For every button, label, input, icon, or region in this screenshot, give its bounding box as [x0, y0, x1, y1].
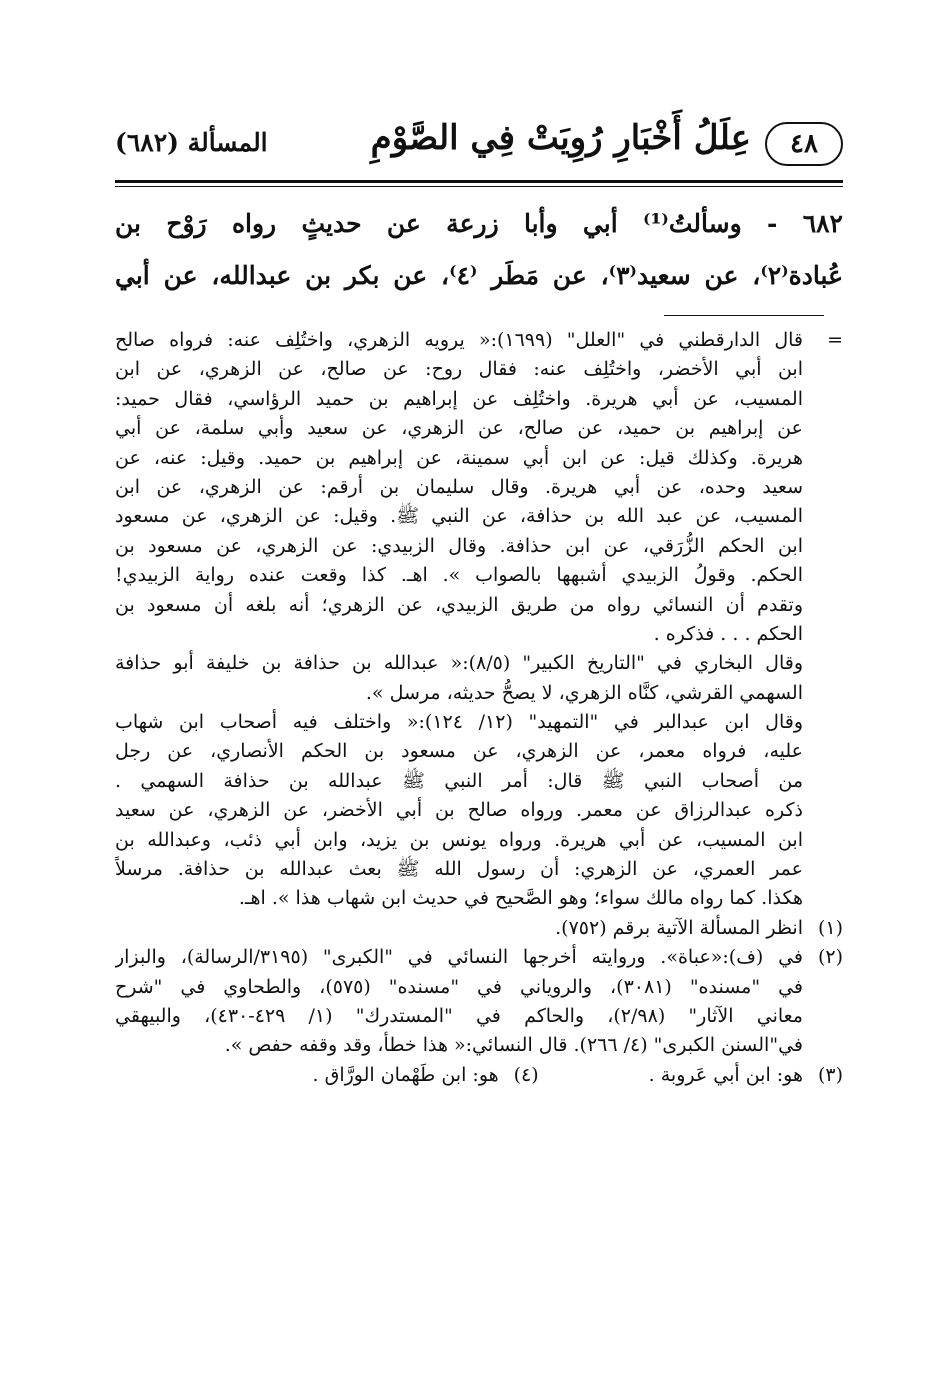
footnote-body: [115, 943, 803, 1061]
note-line: في "مسنده" (٣٠٨١)، والروياني في "مسنده" (٥٧٥)، والطحاوي في "شرح: [115, 975, 803, 998]
note-line: ابن أبي الأخضر، واختُلِف عنه: فقال روح: عن صالح، عن الزهري، عن ابن: [115, 358, 803, 381]
footnote-marker: (٣): [817, 1063, 843, 1086]
note-line: عن إبراهيم بن حميد، عن صالح، عن الزهري، عن سعيد وأبي سلمة، عن أبي: [115, 417, 803, 440]
footnote-body: [115, 914, 803, 943]
note-line: المسيب، عن عبد الله بن حذافة، عن النبي ﷺ. وقيل: عن الزهري، عن مسعود: [115, 505, 803, 528]
footnote-marker: (٤): [513, 1063, 539, 1086]
header-rule-thin: [115, 186, 843, 187]
note-line: وقال ابن عبدالبر في "التمهيد" (١٢/ ١٢٤):« واختلف فيه أصحاب ابن شهاب: [115, 711, 803, 734]
footnotes-section: [115, 326, 843, 1090]
footnotes-3-4: [115, 1061, 843, 1090]
page-header: [115, 118, 843, 180]
note-line: الحكم. وقولُ الزبيدي أشبهها بالصواب ». اهـ. كذا وقعت عنده رواية الزبيدي!: [115, 564, 803, 587]
main-text-line: عُبادة⁽٢⁾، عن سعيد⁽٣⁾، عن مَطَر ⁽٤⁾، عن بكر بن عبدالله، عن أبي: [115, 261, 843, 290]
note-line: عليه، فرواه معمر، عن الزهري، عن مسعود بن الحكم الأنصاري، عن رجل: [115, 740, 803, 763]
note-line: في (ف):«عباة». وروايته أخرجها النسائي في "الكبرى" (٣١٩٥/الرسالة)، والبزار: [115, 946, 803, 969]
note-line: المسيب، عن أبي هريرة. واختُلِف عن إبراهيم بن حميد الرؤاسي، فقال حميد:: [115, 387, 803, 410]
note-line: في"السنن الكبرى" (٤/ ٢٦٦). قال النسائي:« هذا خطأ، وقد وقفه حفص ».: [224, 1034, 803, 1057]
footnote-marker: (١): [817, 916, 843, 939]
continued-note: [115, 326, 843, 914]
footnote-2: [115, 943, 843, 1061]
note-line: هريرة. وكذلك قيل: عن ابن أبي سمينة، عن إبراهيم بن حميد. وقيل: عنه، عن: [115, 446, 803, 469]
issue-label: المسألة (٦٨٢): [115, 128, 268, 157]
continuation-mark: =: [827, 329, 843, 351]
footnote-separator: [664, 315, 824, 316]
book-title: عِلَلُ أَخْبَارِ رُوِيَتْ فِي الصَّوْمِ: [370, 118, 751, 158]
note-line: من أصحاب النبي ﷺ قال: أمر النبي ﷺ عبدالله بن حذافة السهمي .: [115, 769, 803, 792]
note-line: وتقدم أن النسائي رواه من طريق الزبيدي، عن الزهري؛ أنه بلغه أن مسعود بن: [115, 593, 803, 616]
footnote-3: [649, 1061, 843, 1090]
footnote-4: [313, 1061, 539, 1090]
note-line: الحكم . . . فذكره .: [653, 622, 803, 645]
footnote-body: هو: ابن أبي عَروبة .: [648, 1063, 803, 1086]
note-line: ذكره عبدالرزاق عن معمر. ورواه صالح بن أبي الأخضر، عن الزهري، عن سعيد: [115, 799, 803, 822]
note-line: وقال البخاري في "التاريخ الكبير" (٨/٥):« عبدالله بن حذافة بن خليفة أبو حذافة: [115, 652, 803, 675]
note-line: ابن الحكم الزُّرَقي، عن ابن حذافة. وقال الزبيدي: عن الزهري، عن مسعود بن: [115, 534, 803, 557]
main-text-line: ٦٨٢ - وسألتُ⁽¹⁾ أبي وأبا زرعة عن حديثٍ رواه رَوْح بن: [115, 209, 843, 238]
header-rule-thick: [115, 180, 843, 183]
continued-note-body: [115, 326, 843, 914]
footnote-marker: (٢): [817, 946, 843, 969]
note-line: عمر العمري، عن الزهري: أن رسول الله ﷺ بعث عبدالله بن حذافة. مرسلاً: [115, 858, 803, 881]
footnote-body: هو: ابن طَهْمان الورَّاق .: [312, 1063, 499, 1086]
note-line: ابن المسيب، عن أبي هريرة. ورواه يونس بن يزيد، وابن أبي ذئب، وعبدالله بن: [115, 828, 803, 851]
footnote-1: [115, 914, 843, 943]
page-number: ٤٨: [765, 122, 843, 166]
note-line: هكذا. كما رواه مالك سواء؛ وهو الصَّحيح في حديث ابن شهاب هذا ». اهـ.: [238, 887, 803, 910]
note-line: السهمي القرشي، كنَّاه الزهري، لا يصحُّ حديثه، مرسل ».: [365, 681, 803, 704]
note-line: قال الدارقطني في "العلل" (١٦٩٩):« يرويه الزهري، واختُلِف عنه: فرواه صالح: [115, 329, 803, 351]
note-line: انظر المسألة الآتية برقم (٧٥٢).: [555, 916, 803, 939]
main-text: [115, 198, 843, 302]
note-line: سعيد وحده، عن أبي هريرة. وقال سليمان بن أرقم: عن الزهري، عن ابن: [115, 475, 803, 498]
note-line: معاني الآثار" (٢/٩٨)، والحاكم في "المستدرك" (١/ ٤٢٩-٤٣٠)، والبيهقي: [115, 1005, 803, 1027]
